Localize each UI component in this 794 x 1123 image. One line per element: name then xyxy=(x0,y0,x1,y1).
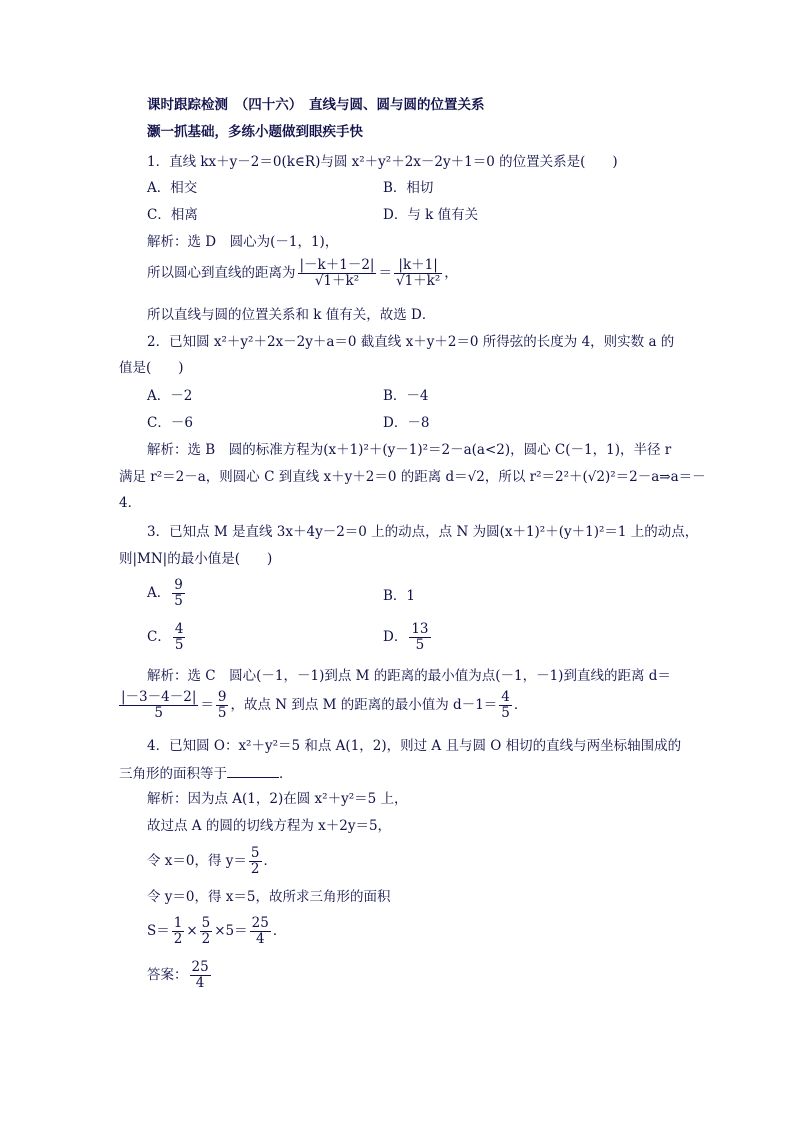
q3-sol2-post: ． xyxy=(513,697,528,713)
q3-equals: ＝ xyxy=(200,697,214,713)
q1-equals: ＝ xyxy=(378,265,392,281)
q4-sol3-fraction xyxy=(249,846,262,877)
q4-sol5-f2-num: 5 xyxy=(201,915,211,931)
q3-option-c xyxy=(147,622,187,653)
q1-f1-den: √1＋k² xyxy=(314,273,360,289)
q1-stem: 1．直线 kx＋y－2＝0(k∈R)与圆 x²＋y²＋2x－2y＋1＝0 的位置关系是( ) xyxy=(147,154,618,170)
q4-sol5-f1-den: 2 xyxy=(173,931,183,947)
page-subtitle: 灏一抓基础，多练小题做到眼疾手快 xyxy=(147,124,363,140)
q1-option-d: D．与 k 值有关 xyxy=(383,207,479,223)
page-title: 课时跟踪检测 （四十六） 直线与圆、圆与圆的位置关系 xyxy=(147,97,485,113)
q1-option-b: B．相切 xyxy=(383,180,434,196)
q2-option-c: C．－6 xyxy=(147,415,193,431)
q4-sol5-fraction-3 xyxy=(250,916,271,947)
q4-times-2: ×5＝ xyxy=(214,923,248,939)
q4-solution-line2: 故过点 A 的圆的切线方程为 x＋2y＝5， xyxy=(147,818,392,834)
q3-a-num: 9 xyxy=(174,577,183,593)
q1-solution-line2 xyxy=(147,258,458,289)
q4-solution-line3 xyxy=(147,846,277,877)
q3-option-a-fraction xyxy=(172,578,185,609)
q1-sol2-text: 所以圆心到直线的距离为 xyxy=(147,265,296,281)
q3-option-d xyxy=(383,622,433,653)
q3-stem-line2: 则|MN|的最小值是( ) xyxy=(119,551,273,567)
q4-sol3-post: ． xyxy=(263,853,278,869)
q2-stem-line1: 2．已知圆 x²＋y²＋2x－2y＋a＝0 截直线 x＋y＋2＝0 所得弦的长度为 4，则实数 a 的 xyxy=(147,334,675,350)
q4-sol5-text: S＝ xyxy=(147,923,170,939)
q4-sol3-den: 2 xyxy=(250,861,260,877)
q4-solution-line5 xyxy=(147,916,286,947)
q1-sol2-post: ， xyxy=(444,265,458,281)
answer-label: 答案： xyxy=(147,967,188,983)
q4-sol5-f3-num: 25 xyxy=(251,915,269,931)
q4-stem-line2 xyxy=(119,763,293,783)
q4-solution-line4: 令 y＝0，得 x＝5，故所求三角形的面积 xyxy=(147,889,391,905)
q4-solution-line1: 解析：因为点 A(1，2)在圆 x²＋y²＝5 上， xyxy=(147,791,408,807)
q3-f2-num: 9 xyxy=(217,689,227,705)
q3-option-c-label: C． xyxy=(147,629,171,645)
q1-fraction-1 xyxy=(298,258,377,289)
q2-solution-line3: 4． xyxy=(119,495,142,511)
q3-fraction-3 xyxy=(499,690,512,721)
q3-fraction-1 xyxy=(119,690,198,721)
answer-blank[interactable] xyxy=(227,763,279,778)
q2-solution-line1: 解析：选 B 圆的标准方程为(x＋1)²＋(y－1)²＝2－a(a<2)，圆心 C(－1，1)，半径 r xyxy=(147,442,672,458)
q3-c-num: 4 xyxy=(174,621,184,637)
q3-option-d-fraction xyxy=(409,622,430,653)
q4-sol5-fraction-2 xyxy=(200,916,213,947)
q3-a-den: 5 xyxy=(174,593,183,609)
q2-option-a: A．－2 xyxy=(147,388,193,404)
q3-f1-num: |－3－4－2| xyxy=(121,689,197,705)
q1-solution-line1: 解析：选 D 圆心为(－1，1)， xyxy=(147,234,339,250)
q4-sol5-f1-num: 1 xyxy=(173,915,183,931)
q3-solution-line1: 解析：选 C 圆心(－1，－1)到点 M 的距离的最小值为点(－1，－1)到直线的距离 d＝ xyxy=(147,668,671,684)
q3-c-den: 5 xyxy=(174,637,184,653)
q4-stem-line1: 4．已知圆 O：x²＋y²＝5 和点 A(1，2)，则过 A 且与圆 O 相切的直线与两坐标轴围成的 xyxy=(147,738,682,754)
q3-option-c-fraction xyxy=(173,622,186,653)
answer-fraction xyxy=(190,960,211,991)
q3-solution-line2 xyxy=(119,690,527,721)
q3-option-d-label: D． xyxy=(383,629,408,645)
q3-f3-num: 4 xyxy=(501,689,510,705)
q1-fraction-2 xyxy=(394,258,442,289)
q4-sol3-num: 5 xyxy=(250,845,260,861)
q2-stem-line2: 值是( ) xyxy=(119,360,184,376)
q3-f1-den: 5 xyxy=(154,705,163,721)
q3-fraction-2 xyxy=(216,690,229,721)
q3-option-a-label: A． xyxy=(147,585,171,601)
q3-d-num: 13 xyxy=(411,621,429,637)
q3-option-b: B．1 xyxy=(383,588,416,604)
q3-stem-line1: 3．已知点 M 是直线 3x＋4y－2＝0 上的动点，点 N 为圆(x＋1)²＋(y＋1)²＝1 上的动点， xyxy=(147,524,699,540)
q2-solution-line2: 满足 r²＝2－a，则圆心 C 到直线 x＋y＋2＝0 的距离 d＝√2，所以 r²＝2²＋(√2)²＝2－a⇒a＝－ xyxy=(119,469,706,485)
q4-sol5-f2-den: 2 xyxy=(201,931,211,947)
q4-times-1: × xyxy=(186,923,198,939)
answer-den: 4 xyxy=(195,975,205,991)
q4-stem2-post: ． xyxy=(279,766,293,782)
q3-option-a xyxy=(147,578,187,609)
q4-stem2-text: 三角形的面积等于 xyxy=(119,766,227,782)
q3-f2-den: 5 xyxy=(217,705,227,721)
q2-option-b: B．－4 xyxy=(383,388,429,404)
q3-f3-den: 5 xyxy=(501,705,510,721)
answer-num: 25 xyxy=(191,959,209,975)
q4-sol3-text: 令 x＝0，得 y＝ xyxy=(147,853,247,869)
q4-answer xyxy=(147,960,213,991)
q1-f2-den: √1＋k² xyxy=(395,273,441,289)
q4-sol5-f3-den: 4 xyxy=(255,931,265,947)
q1-f1-num: |－k＋1－2| xyxy=(299,257,375,273)
q4-sol5-fraction-1 xyxy=(172,916,185,947)
q3-sol2-mid: ，故点 N 到点 M 的距离的最小值为 d－1＝ xyxy=(230,697,498,713)
q4-sol5-post: ． xyxy=(272,923,287,939)
q1-f2-num: |k＋1| xyxy=(394,258,442,274)
q2-option-d: D．－8 xyxy=(383,415,430,431)
q3-d-den: 5 xyxy=(415,637,425,653)
q1-option-a: A．相交 xyxy=(147,180,198,196)
q1-option-c: C．相离 xyxy=(147,207,198,223)
q1-solution-line3: 所以直线与圆的位置关系和 k 值有关，故选 D． xyxy=(147,307,436,323)
